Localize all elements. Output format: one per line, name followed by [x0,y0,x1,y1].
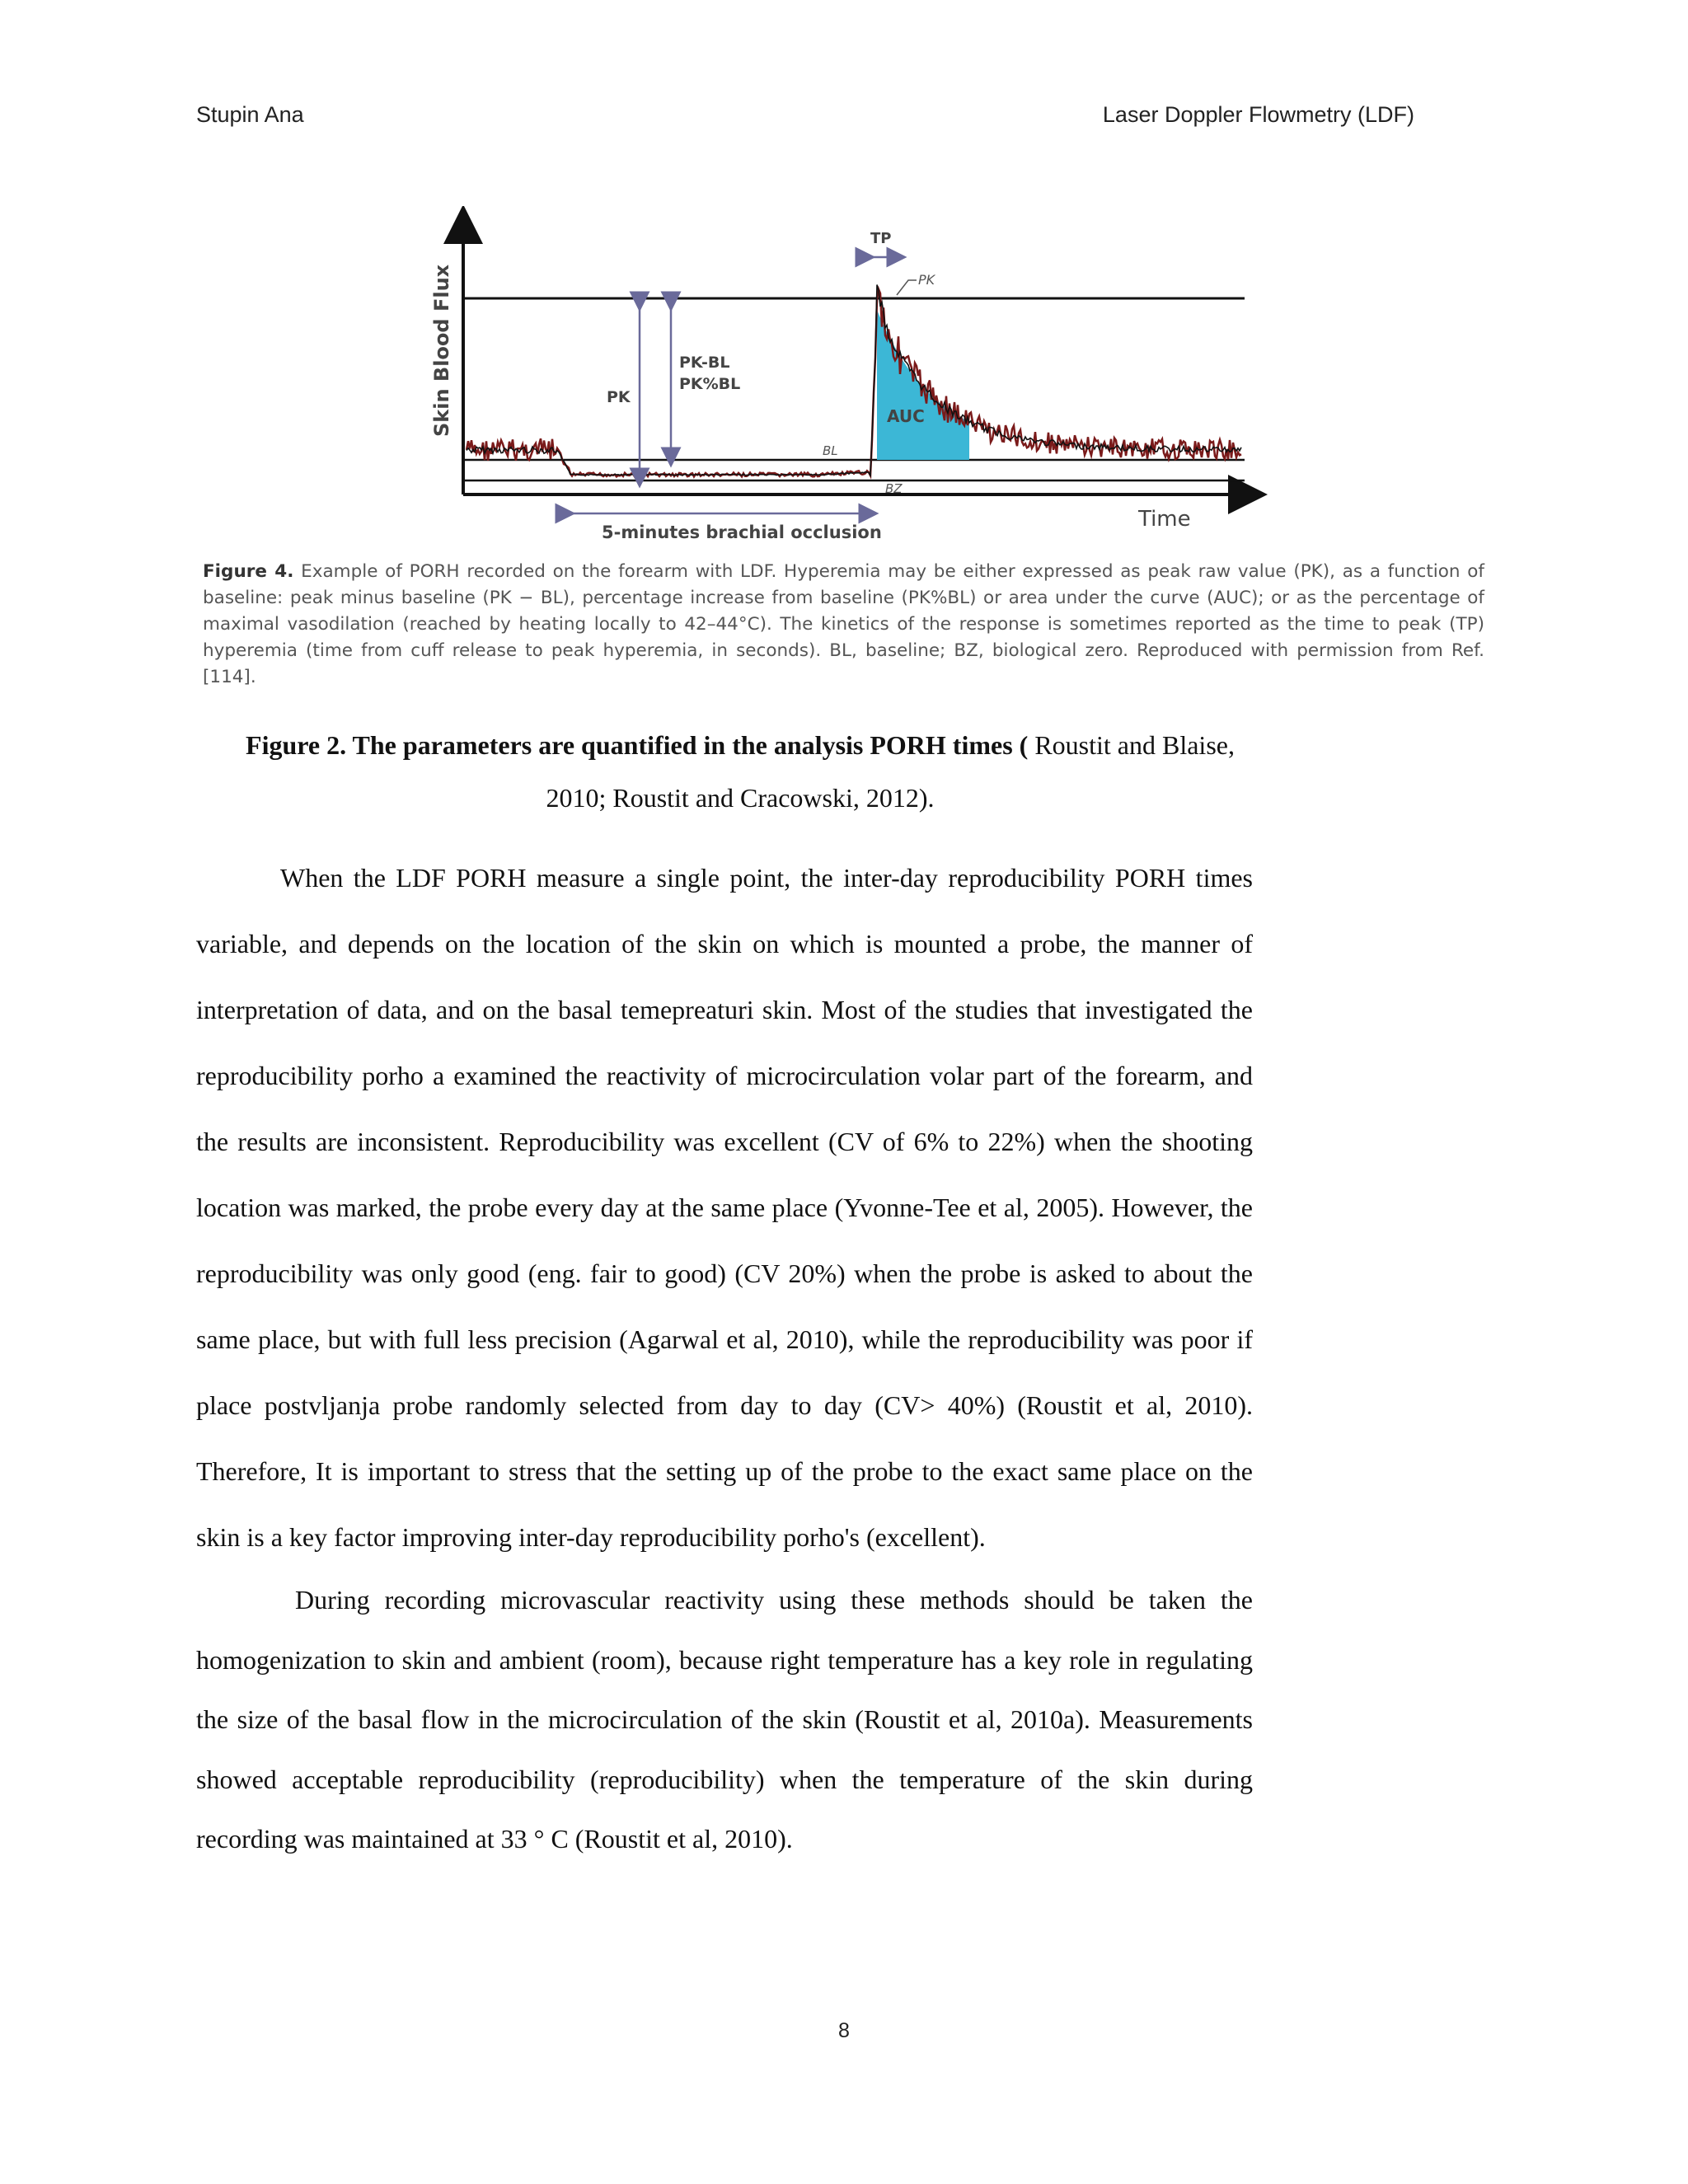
figure-caption [221,719,1259,824]
figure-inner-caption-text: Example of PORH recorded on the forearm with LDF. Hyperemia may be either expressed as peak raw value (PK), as a function of baseline: peak minus baseline (PK − BL), percentage increase from baseline (PK%BL) or area under the curve (AUC); or as the percentage of maximal vasodilation (reached by heating locally to 42–44°C). The kinetics of the response is sometimes reported as the time to peak (TP) hyperemia (time from cuff release to peak hyperemia, in seconds). BL, baseline; BZ, biological zero. Reproduced with permission from Ref. [114]. [203,561,1484,687]
body-text [196,845,1253,1869]
pk-label: PK [607,388,631,406]
pk-peak-label: PK [918,272,935,288]
xlabel: Time [1138,507,1191,532]
paragraph: When the LDF PORH measure a single point, the inter-day reproducibility PORH times variable, and depends on the location of the skin on which is mounted a probe, the manner of interpretation of data, and on the basal temepreaturi skin. Most of the studies that investigated the reproducibility porho a examined the reactivity of microcirculation volar part of the forearm, and the results are inconsistent. Reproducibility was excellent (CV of 6% to 22%) when the shooting location was marked, the probe every day at the same place (Yvonne-Tee et al, 2005). However, the reproducibility was only good (eng. fair to good) (CV 20%) when the probe is asked to about the same place, but with full less precision (Agarwal et al, 2010), while the reproducibility was poor if place postvljanja probe randomly selected from day to day (CV> 40%) (Roustit et al, 2010). Therefore, It is important to stress that the setting up of the probe to the exact same place on the skin is a key factor improving inter-day reproducibility porho's (excellent). [196,863,1253,1552]
figure-inner-caption-label: Figure 4. [203,561,294,582]
pkbl-label: PK-BL [679,354,730,372]
bl-label: BL [823,443,838,458]
figure-inner-caption [203,559,1484,691]
paragraph: During recording microvascular reactivity using these methods should be taken the homogenization to skin and ambient (room), because right temperature has a key role in regulating the size of the basal flow in the microcirculation of the skin (Roustit et al, 2010a). Measurements showed acceptable reproducibility (reproducibility) when the temperature of the skin during recording was maintained at 33 ° C (Roustit et al, 2010). [196,1585,1253,1854]
header-title: Laser Doppler Flowmetry (LDF) [1102,102,1414,127]
ylabel: Skin Blood Flux [430,264,453,437]
pkpctbl-label: PK%BL [679,375,741,393]
tp-label: TP [870,230,892,247]
porh-figure [195,206,1489,687]
header-author: Stupin Ana [196,102,304,127]
auc-label: AUC [887,406,925,426]
figure-caption-refs: Roustit and Blaise, 2010; Roustit and Cracowski, 2012). [546,730,1235,813]
page-header [196,102,1414,128]
porh-diagram [195,206,1489,552]
signal-trace [467,289,1241,476]
figure-caption-bold: Figure 2. The parameters are quantified in the analysis PORH times ( [246,730,1029,760]
bz-label: BZ [885,481,903,496]
occlusion-label: 5-minutes brachial occlusion [602,523,882,542]
page-number: 8 [838,2019,850,2042]
